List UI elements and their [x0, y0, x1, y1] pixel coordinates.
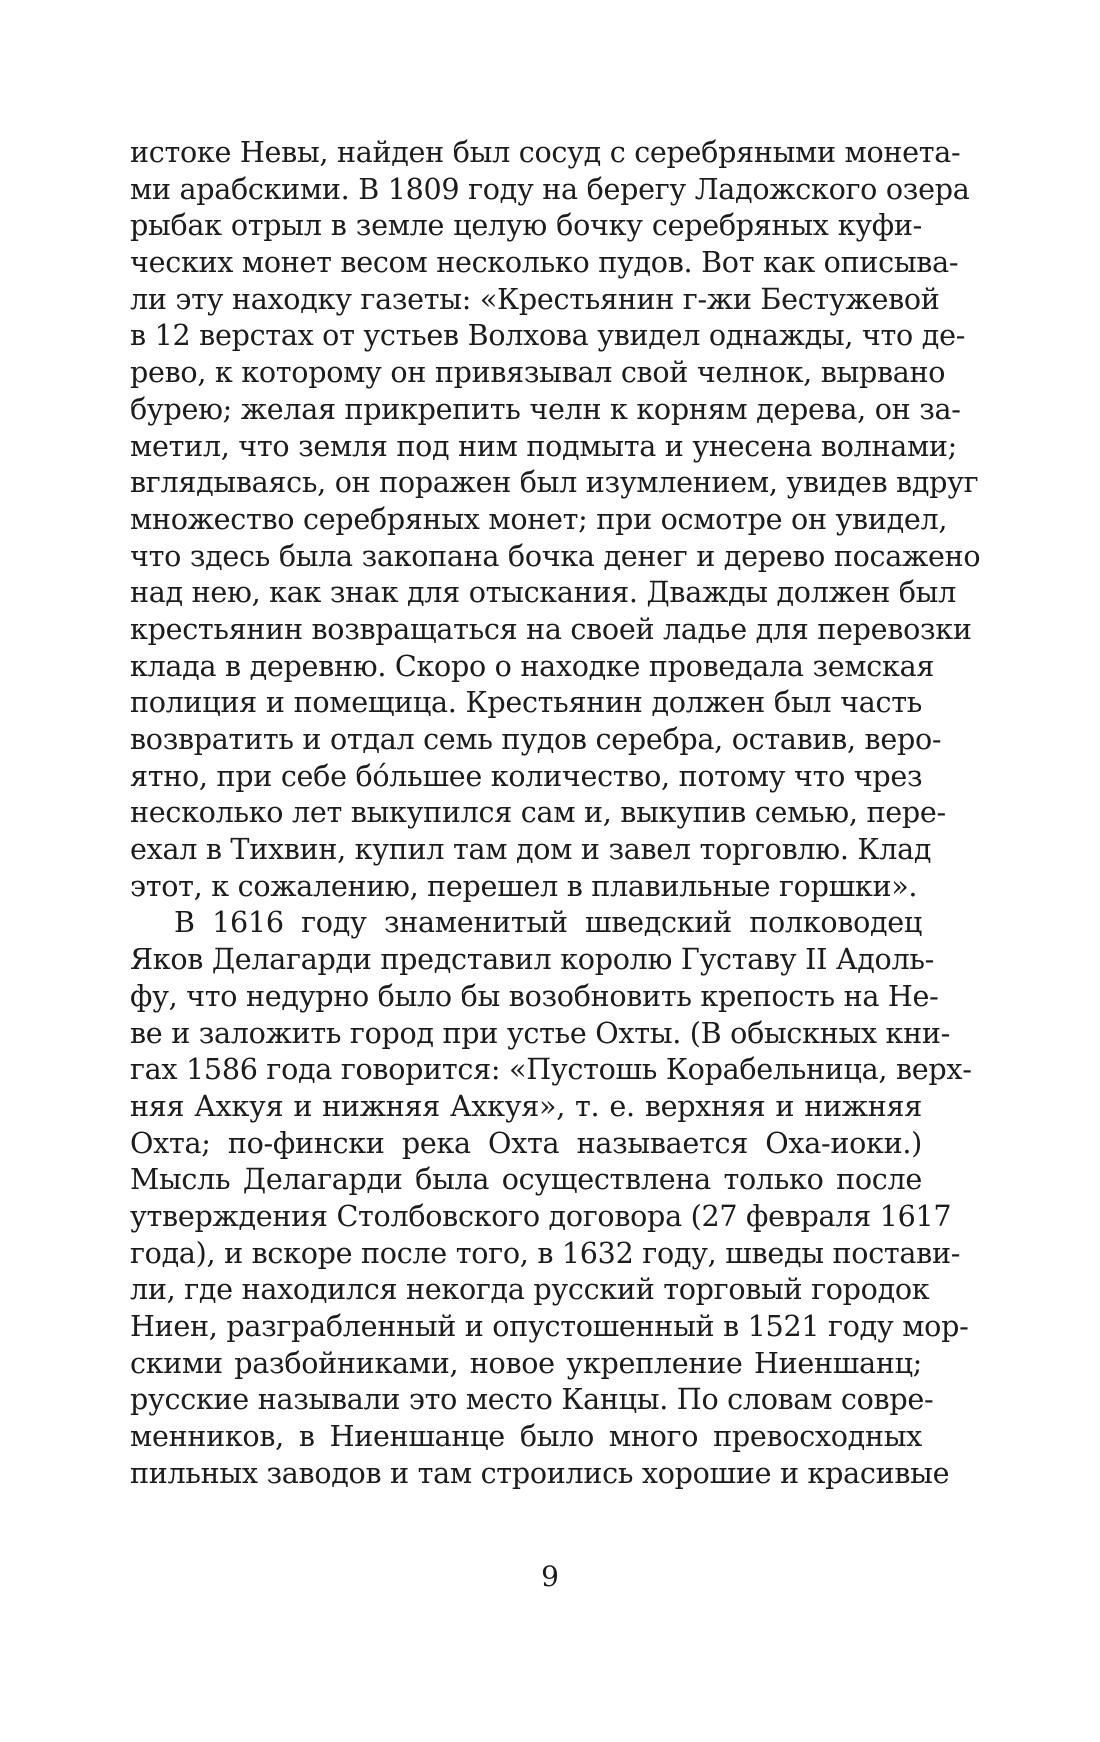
- paragraph-first-line: В 1616 году знаменитый шведский полководец: [174, 905, 922, 940]
- text-line: Мысль Делагарди была осуществлена только после: [130, 1162, 922, 1197]
- text-line: крестьянин возвращаться на своей ладье для перевозки: [130, 611, 972, 646]
- text-line: возвратить и отдал семь пудов серебра, оставив, веро-: [130, 722, 942, 756]
- text-line: ехал в Тихвин, купил там дом и завел торговлю. Клад: [130, 832, 932, 867]
- text-line: рево, к которому он привязывал свой челнок, вырвано: [130, 355, 946, 390]
- text-line: фу, что недурно было бы возобновить крепость на Не-: [130, 978, 939, 1013]
- text-line: истоке Невы, найден был сосуд с серебряными монета-: [130, 135, 961, 169]
- text-line: ятно, при себе бóльшее количество, потому что чрез: [130, 758, 923, 793]
- text-line: полиция и помещица. Крестьянин должен был часть: [130, 685, 922, 720]
- text-line: над нею, как знак для отыскания. Дважды должен был: [130, 575, 956, 610]
- text-line: клада в деревню. Скоро о находке проведала земская: [130, 648, 935, 683]
- text-line: ческих монет весом несколько пудов. Вот как описыва-: [130, 245, 959, 280]
- paragraph-last-line: этот, к сожалению, перешел в плавильные горшки».: [130, 868, 918, 903]
- text-line: ве и заложить город при устье Охты. (В обыскных кни-: [130, 1015, 950, 1050]
- text-line: метил, что земля под ним подмыта и унесена волнами;: [130, 428, 958, 463]
- text-line: ми арабскими. В 1809 году на берегу Ладожского озера: [130, 171, 970, 206]
- page-number: 9: [541, 1560, 559, 1593]
- body-text: [130, 134, 981, 1491]
- text-line: рыбак отрыл в земле целую бочку серебряных куфи-: [130, 208, 922, 243]
- text-line: что здесь была закопана бочка денег и дерево посажено: [130, 538, 981, 573]
- text-line: ли, где находился некогда русский торговый городок: [130, 1272, 930, 1307]
- text-line: вглядываясь, он поражен был изумлением, увидев вдруг: [130, 465, 979, 500]
- text-line: несколько лет выкупился сам и, выкупив семью, пере-: [130, 795, 946, 830]
- text-line: ли эту находку газеты: «Крестьянин г-жи Бестужевой: [130, 281, 940, 316]
- text-line: года), и вскоре после того, в 1632 году, шведы постави-: [130, 1235, 961, 1270]
- text-line: Охта; по-фински река Охта называется Оха-иоки.): [130, 1125, 922, 1160]
- text-line: пильных заводов и там строились хорошие и красивые: [130, 1455, 950, 1490]
- text-line: множество серебряных монет; при осмотре он увидел,: [130, 501, 948, 536]
- text-line: русские называли это место Канцы. По словам совре-: [130, 1382, 934, 1417]
- text-line: менников, в Ниеншанце было много превосходных: [130, 1419, 922, 1454]
- text-line: бурею; желая прикрепить челн к корням дерева, он за-: [130, 391, 961, 426]
- text-line: няя Ахкуя и нижняя Ахкуя», т. е. верхняя и нижняя: [130, 1088, 922, 1123]
- text-line: скими разбойниками, новое укрепление Ниеншанц;: [130, 1345, 922, 1380]
- text-line: в 12 верстах от устьев Волхова увидел однажды, что де-: [130, 318, 966, 353]
- text-line: Яков Делагарди представил королю Густаву II Адоль-: [130, 942, 934, 977]
- text-line: Ниен, разграбленный и опустошенный в 1521 году мор-: [130, 1309, 969, 1343]
- text-line: гах 1586 года говорится: «Пустошь Корабельница, верх-: [130, 1052, 972, 1087]
- text-line: утверждения Столбовского договора (27 февраля 1617: [130, 1198, 952, 1233]
